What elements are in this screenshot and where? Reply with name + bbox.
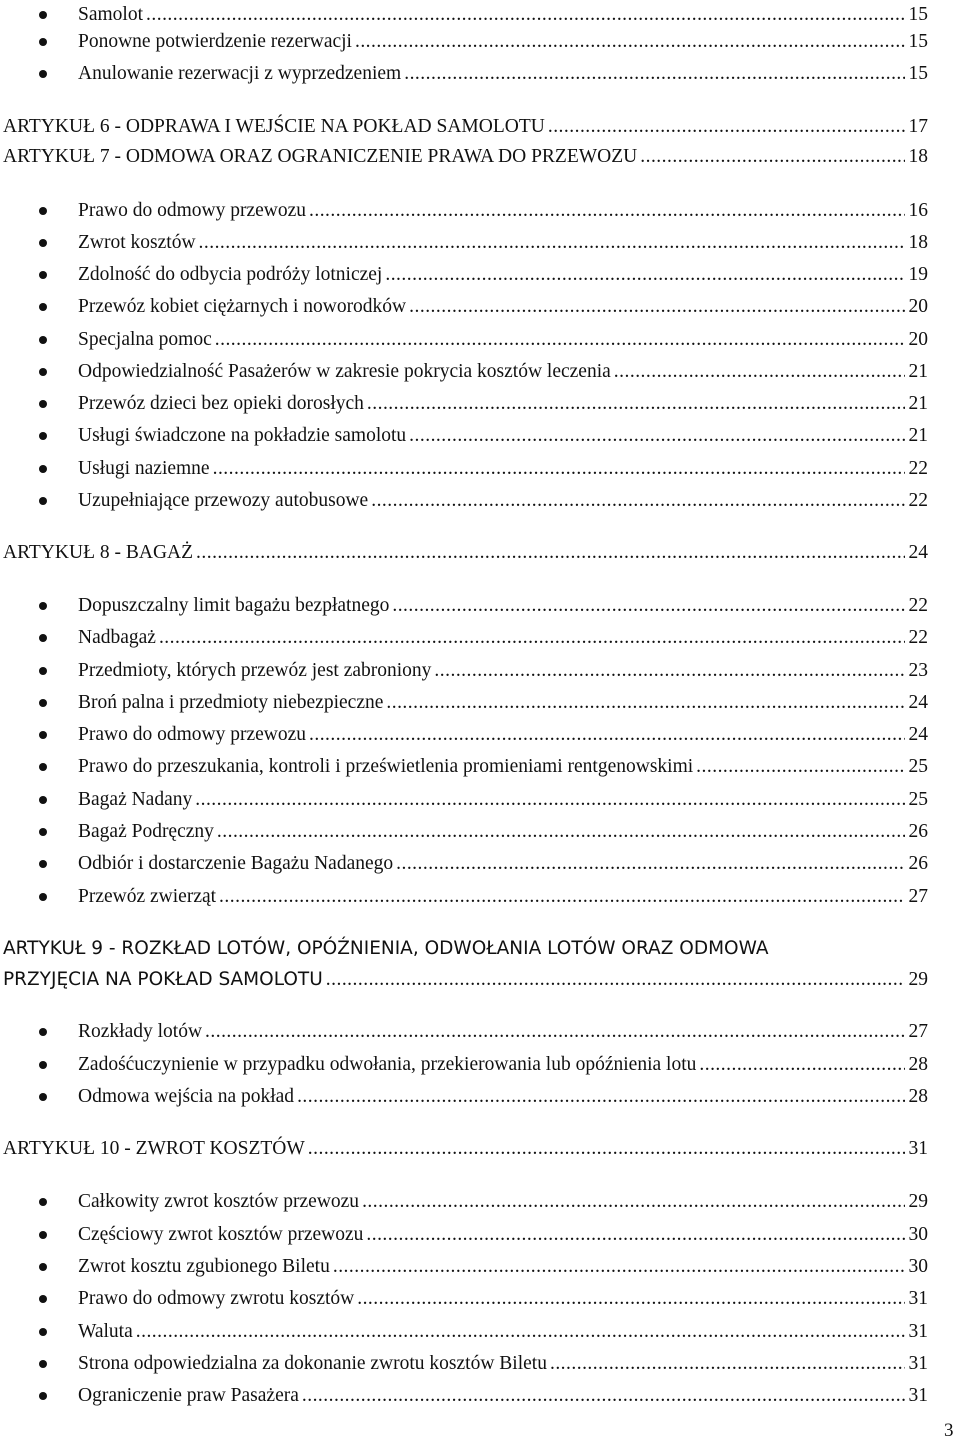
- dot-leader: [213, 454, 905, 484]
- toc-row: [78, 591, 928, 621]
- toc-heading[interactable]: [0, 112, 960, 142]
- toc-title: Ponowne potwierdzenie rezerwacji: [78, 31, 352, 52]
- toc-row: [78, 260, 928, 290]
- bullet-icon: [39, 860, 47, 868]
- toc-row: [78, 1017, 928, 1047]
- toc-title: Broń palna i przedmioty niebezpieczne: [78, 692, 384, 713]
- bullet-icon: [39, 207, 47, 215]
- toc-page-number: 29: [908, 1191, 928, 1212]
- toc-subentry[interactable]: [0, 454, 960, 484]
- toc-page-number: 28: [908, 1054, 928, 1075]
- bullet-icon: [39, 271, 47, 279]
- toc-page-number: 22: [908, 490, 928, 511]
- toc-subentry[interactable]: [0, 849, 960, 879]
- toc-subentry[interactable]: [0, 720, 960, 750]
- toc-title: Rozkłady lotów: [78, 1021, 203, 1042]
- toc-page-number: 21: [908, 393, 928, 414]
- toc-page-number: 19: [908, 264, 928, 285]
- toc-title: Bagaż Podręczny: [78, 821, 214, 842]
- toc-row: [78, 623, 928, 653]
- toc-subentry[interactable]: [0, 1017, 960, 1047]
- toc-subentry[interactable]: [0, 421, 960, 451]
- toc-subentry[interactable]: [0, 785, 960, 815]
- toc-row: [78, 1252, 928, 1282]
- toc-subentry[interactable]: [0, 27, 960, 57]
- toc-title: Uzupełniające przewozy autobusowe: [78, 490, 369, 511]
- toc-subentry[interactable]: [0, 1187, 960, 1217]
- toc-row: [78, 1381, 928, 1411]
- dot-leader: [357, 1284, 904, 1314]
- dot-leader: [326, 965, 905, 995]
- toc-subentry[interactable]: [0, 817, 960, 847]
- dot-leader: [199, 228, 905, 258]
- toc-row: [78, 389, 928, 419]
- toc-page-number: 26: [908, 853, 928, 874]
- bullet-icon: [39, 368, 47, 376]
- dot-leader: [409, 421, 904, 451]
- bullet-icon: [39, 497, 47, 505]
- toc-page-number: 24: [908, 692, 928, 713]
- toc-page-number: 17: [908, 116, 928, 137]
- bullet-icon: [39, 70, 47, 78]
- bullet-icon: [39, 634, 47, 642]
- toc-page-number: 21: [908, 361, 928, 382]
- dot-leader: [371, 486, 904, 516]
- dot-leader: [355, 27, 905, 57]
- bullet-icon: [39, 465, 47, 473]
- toc-title: Zadośćuczynienie w przypadku odwołania, przekierowania lub opóźnienia lotu: [78, 1054, 697, 1075]
- bullet-icon: [39, 893, 47, 901]
- toc-title: Zdolność do odbycia podróży lotniczej: [78, 264, 383, 285]
- dot-leader: [392, 591, 904, 621]
- toc-row: [78, 1187, 928, 1217]
- toc-row: [78, 1050, 928, 1080]
- toc-row: [78, 228, 928, 258]
- toc-title: Zwrot kosztu zgubionego Biletu: [78, 1256, 330, 1277]
- toc-title: Dopuszczalny limit bagażu bezpłatnego: [78, 595, 390, 616]
- toc-title: Strona odpowiedzialna za dokonanie zwrotu kosztów Biletu: [78, 1353, 547, 1374]
- toc-row: [78, 196, 928, 226]
- toc-subentry[interactable]: [0, 0, 960, 30]
- toc-subentry[interactable]: [0, 260, 960, 290]
- toc-title: Specjalna pomoc: [78, 329, 212, 350]
- toc-subentry[interactable]: [0, 357, 960, 387]
- toc-subentry[interactable]: [0, 486, 960, 516]
- toc-row: [3, 1134, 928, 1164]
- toc-row: [3, 538, 928, 568]
- dot-leader: [699, 1050, 904, 1080]
- toc-row: [78, 688, 928, 718]
- toc-page-number: 15: [908, 63, 928, 84]
- toc-title: ARTYKUŁ 8 - BAGAŻ: [3, 542, 194, 563]
- dot-leader: [159, 623, 905, 653]
- toc-subentry[interactable]: [0, 196, 960, 226]
- toc-title: Odmowa wejścia na pokład: [78, 1086, 295, 1107]
- dot-leader: [434, 656, 904, 686]
- toc-row: [78, 785, 928, 815]
- dot-leader: [215, 325, 905, 355]
- toc-title: PRZYJĘCIA NA POKŁAD SAMOLOTU: [3, 969, 323, 990]
- bullet-icon: [39, 699, 47, 707]
- toc-subentry[interactable]: [0, 228, 960, 258]
- bullet-icon: [39, 239, 47, 247]
- toc-heading[interactable]: [0, 1134, 960, 1164]
- toc-title: Przedmioty, których przewóz jest zabroniony: [78, 660, 432, 681]
- toc-row: [3, 142, 928, 172]
- toc-title: Częściowy zwrot kosztów przewozu: [78, 1224, 364, 1245]
- toc-subentry[interactable]: [0, 1082, 960, 1112]
- toc-heading[interactable]: [0, 538, 960, 568]
- toc-subentry[interactable]: [0, 688, 960, 718]
- dot-leader: [550, 1349, 905, 1379]
- toc-row: [78, 1284, 928, 1314]
- toc-title: Odpowiedzialność Pasażerów w zakresie pokrycia kosztów leczenia: [78, 361, 611, 382]
- bullet-icon: [39, 400, 47, 408]
- dot-leader: [146, 0, 904, 30]
- dot-leader: [640, 142, 904, 172]
- toc-subentry[interactable]: [0, 1220, 960, 1250]
- bullet-icon: [39, 796, 47, 804]
- toc-row: [78, 59, 928, 89]
- toc-title: Zwrot kosztów: [78, 232, 196, 253]
- dot-leader: [409, 292, 904, 322]
- toc-title: Przewóz zwierząt: [78, 886, 217, 907]
- toc-page-number: 31: [908, 1138, 928, 1159]
- dot-leader: [404, 59, 904, 89]
- toc-subentry[interactable]: [0, 325, 960, 355]
- toc-subentry[interactable]: [0, 623, 960, 653]
- dot-leader: [309, 196, 905, 226]
- toc-page-number: 27: [908, 1021, 928, 1042]
- toc-row: [78, 454, 928, 484]
- toc-title: ARTYKUŁ 6 - ODPRAWA I WEJŚCIE NA POKŁAD SAMOLOTU: [3, 116, 545, 137]
- toc-page-number: 22: [908, 595, 928, 616]
- toc-row: [78, 817, 928, 847]
- toc-page-number: 31: [908, 1353, 928, 1374]
- page-number: 3: [944, 1420, 954, 1441]
- bullet-icon: [39, 1093, 47, 1101]
- dot-leader: [548, 112, 905, 142]
- toc-title: Przewóz kobiet ciężarnych i noworodków: [78, 296, 407, 317]
- toc-row: [78, 882, 928, 912]
- bullet-icon: [39, 1360, 47, 1368]
- toc-subentry[interactable]: [0, 1381, 960, 1411]
- dot-leader: [136, 1317, 905, 1347]
- toc-page-number: 27: [908, 886, 928, 907]
- toc-title: Prawo do odmowy przewozu: [78, 200, 306, 221]
- toc-subentry[interactable]: [0, 292, 960, 322]
- toc-title: Waluta: [78, 1321, 133, 1342]
- toc-title: Prawo do odmowy zwrotu kosztów: [78, 1288, 355, 1309]
- toc-row: [78, 1082, 928, 1112]
- toc-title: Ograniczenie praw Pasażera: [78, 1385, 299, 1406]
- toc-row: [78, 1220, 928, 1250]
- toc-title: ARTYKUŁ 7 - ODMOWA ORAZ OGRANICZENIE PRAWA DO PRZEWOZU: [3, 146, 638, 167]
- dot-leader: [217, 817, 905, 847]
- toc-page-number: 31: [908, 1288, 928, 1309]
- toc-page-number: 24: [908, 542, 928, 563]
- toc-title: Usługi naziemne: [78, 458, 210, 479]
- toc-row: [78, 357, 928, 387]
- toc-row: [78, 0, 928, 30]
- bullet-icon: [39, 1328, 47, 1336]
- dot-leader: [367, 389, 905, 419]
- toc-row: [78, 486, 928, 516]
- toc-page-number: 30: [908, 1224, 928, 1245]
- toc-row: [3, 112, 928, 142]
- toc-page-number: 30: [908, 1256, 928, 1277]
- bullet-icon: [39, 1028, 47, 1036]
- dot-leader: [205, 1017, 904, 1047]
- toc-row: [78, 27, 928, 57]
- toc-page-number: 25: [908, 789, 928, 810]
- dot-leader: [385, 260, 904, 290]
- toc-page-number: 22: [908, 458, 928, 479]
- toc-title: Usługi świadczone na pokładzie samolotu: [78, 425, 407, 446]
- toc-row: [3, 965, 928, 995]
- bullet-icon: [39, 38, 47, 46]
- toc-row: [78, 292, 928, 322]
- toc-heading[interactable]: [0, 142, 960, 172]
- toc-page-number: 21: [908, 425, 928, 446]
- bullet-icon: [39, 432, 47, 440]
- toc-heading[interactable]: [0, 934, 960, 964]
- toc-subentry[interactable]: [0, 656, 960, 686]
- bullet-icon: [39, 303, 47, 311]
- toc-title: Odbiór i dostarczenie Bagażu Nadanego: [78, 853, 394, 874]
- toc-page-number: 16: [908, 200, 928, 221]
- bullet-icon: [39, 1263, 47, 1271]
- toc-page-number: 24: [908, 724, 928, 745]
- toc-title: Anulowanie rezerwacji z wyprzedzeniem: [78, 63, 402, 84]
- dot-leader: [302, 1381, 905, 1411]
- dot-leader: [396, 849, 904, 879]
- toc-row: [78, 720, 928, 750]
- toc-page-number: 20: [908, 296, 928, 317]
- toc-title: Samolot: [78, 4, 144, 25]
- dot-leader: [366, 1220, 904, 1250]
- dot-leader: [333, 1252, 905, 1282]
- bullet-icon: [39, 667, 47, 675]
- toc-row: [3, 934, 928, 964]
- toc-page-number: 15: [908, 4, 928, 25]
- toc-page-number: 18: [908, 146, 928, 167]
- dot-leader: [196, 538, 904, 568]
- toc-page-number: 23: [908, 660, 928, 681]
- toc-row: [78, 656, 928, 686]
- toc-row: [78, 1317, 928, 1347]
- toc-row: [78, 752, 928, 782]
- bullet-icon: [39, 602, 47, 610]
- toc-row: [78, 1349, 928, 1379]
- toc-subentry[interactable]: [0, 1349, 960, 1379]
- toc-title: Nadbagaż: [78, 627, 156, 648]
- toc-page-number: 26: [908, 821, 928, 842]
- toc-page-number: 15: [908, 31, 928, 52]
- dot-leader: [614, 357, 905, 387]
- toc-page-number: 18: [908, 232, 928, 253]
- toc-subentry[interactable]: [0, 1317, 960, 1347]
- dot-leader: [195, 785, 904, 815]
- toc-page-number: 31: [908, 1385, 928, 1406]
- toc-title: Prawo do przeszukania, kontroli i prześwietlenia promieniami rentgenowskimi: [78, 756, 694, 777]
- toc-row: [78, 325, 928, 355]
- toc-page-number: 29: [908, 969, 928, 990]
- bullet-icon: [39, 731, 47, 739]
- toc-page-number: 22: [908, 627, 928, 648]
- bullet-icon: [39, 11, 47, 19]
- toc-page-number: 28: [908, 1086, 928, 1107]
- bullet-icon: [39, 1392, 47, 1400]
- dot-leader: [696, 752, 904, 782]
- bullet-icon: [39, 1231, 47, 1239]
- toc-page-number: 31: [908, 1321, 928, 1342]
- toc-title: Całkowity zwrot kosztów przewozu: [78, 1191, 360, 1212]
- toc-title: ARTYKUŁ 9 - ROZKŁAD LOTÓW, OPÓŹNIENIA, ODWOŁANIA LOTÓW ORAZ ODMOWA: [3, 938, 769, 959]
- toc-subentry[interactable]: [0, 59, 960, 89]
- toc-title: Bagaż Nadany: [78, 789, 193, 810]
- bullet-icon: [39, 1061, 47, 1069]
- toc-title: Prawo do odmowy przewozu: [78, 724, 306, 745]
- toc-subentry[interactable]: [0, 389, 960, 419]
- bullet-icon: [39, 1295, 47, 1303]
- dot-leader: [219, 882, 904, 912]
- toc-row: [78, 421, 928, 451]
- toc-row: [78, 849, 928, 879]
- dot-leader: [362, 1187, 904, 1217]
- toc-page-number: 20: [908, 329, 928, 350]
- bullet-icon: [39, 763, 47, 771]
- toc-subentry[interactable]: [0, 752, 960, 782]
- bullet-icon: [39, 828, 47, 836]
- dot-leader: [308, 1134, 905, 1164]
- toc-subentry[interactable]: [0, 591, 960, 621]
- bullet-icon: [39, 1198, 47, 1206]
- toc-subentry[interactable]: [0, 882, 960, 912]
- toc-heading[interactable]: [0, 965, 960, 995]
- dot-leader: [386, 688, 904, 718]
- toc-subentry[interactable]: [0, 1252, 960, 1282]
- toc-title: Przewóz dzieci bez opieki dorosłych: [78, 393, 364, 414]
- toc-subentry[interactable]: [0, 1050, 960, 1080]
- toc-page-number: 25: [908, 756, 928, 777]
- bullet-icon: [39, 336, 47, 344]
- toc-subentry[interactable]: [0, 1284, 960, 1314]
- dot-leader: [309, 720, 905, 750]
- toc-title: ARTYKUŁ 10 - ZWROT KOSZTÓW: [3, 1138, 305, 1159]
- dot-leader: [297, 1082, 904, 1112]
